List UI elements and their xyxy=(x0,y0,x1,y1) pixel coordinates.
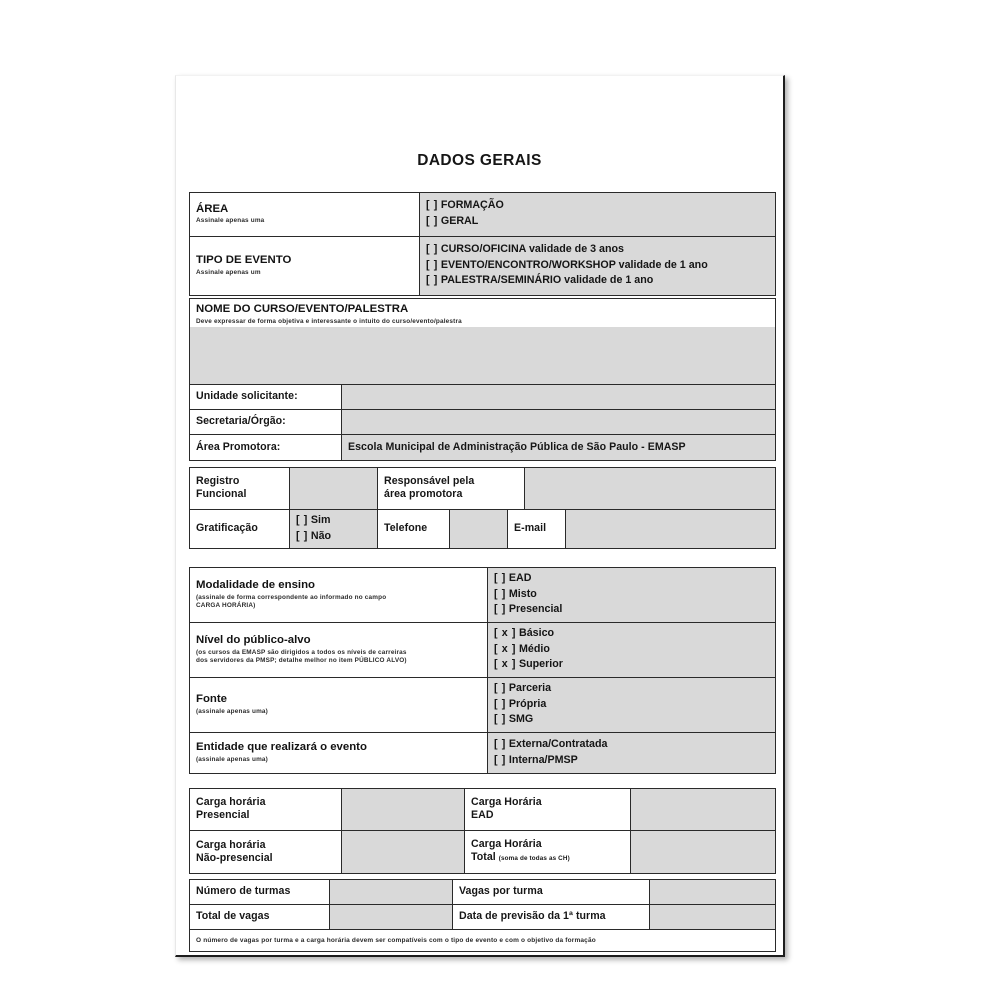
tipo-evento-options-cell xyxy=(420,237,775,295)
responsavel-label-line2: área promotora xyxy=(384,488,463,500)
checkbox-label: Sim xyxy=(310,513,331,526)
total-vagas-label-cell xyxy=(190,905,330,929)
turmas-note-row xyxy=(190,930,775,951)
area-label: ÁREA xyxy=(196,202,229,215)
turmas-note-cell xyxy=(190,930,775,951)
carga-horaria-table xyxy=(189,788,776,874)
checkbox-label: Presencial xyxy=(508,603,563,616)
checkbox-label: Própria xyxy=(508,697,547,710)
table-row-numero-turmas xyxy=(190,880,775,905)
carga-total-label-line1: Carga Horária xyxy=(471,838,542,850)
nome-curso-hint: Deve expressar de forma objetiva e interessante o intuito do curso/evento/palestra xyxy=(196,317,462,325)
tipo-evento-label-cell xyxy=(190,237,420,295)
checkbox-box-icon: [ ] xyxy=(494,682,506,695)
gratificacao-options-cell xyxy=(290,510,378,548)
checkbox-label: Interna/PMSP xyxy=(508,753,578,766)
checkbox-label: EAD xyxy=(508,572,532,585)
area-options-cell xyxy=(420,193,775,236)
checkbox-checked-icon: [ x ] xyxy=(494,658,517,671)
carga-nao-presencial-label-line2: Não-presencial xyxy=(196,851,273,864)
registro-funcional-label-line1: Registro xyxy=(196,475,240,487)
area-hint: Assinale apenas uma xyxy=(196,217,265,225)
nivel-hint-line1: (os cursos da EMASP são dirigidos a todos os níveis de carreiras xyxy=(196,648,407,656)
table-row-nivel-publico-alvo xyxy=(190,623,775,678)
checkbox-geral[interactable] xyxy=(426,214,769,230)
unidade-solicitante-label-cell xyxy=(190,385,342,409)
checkbox-label: Não xyxy=(310,529,332,542)
responsavel-label-cell xyxy=(378,468,525,509)
entidade-label: Entidade que realizará o evento xyxy=(196,741,367,754)
table-row-total-vagas xyxy=(190,905,775,930)
numero-turmas-label-cell xyxy=(190,880,330,904)
telefone-label-cell xyxy=(378,510,450,548)
unidade-solicitante-label: Unidade solicitante: xyxy=(196,390,298,402)
modalidade-options-cell xyxy=(488,568,775,622)
nivel-label-cell xyxy=(190,623,488,677)
nome-curso-heading: NOME DO CURSO/EVENTO/PALESTRA xyxy=(196,303,409,316)
carga-ead-label-line2: EAD xyxy=(471,809,494,821)
turmas-note: O número de vagas por turma e a carga horária devem ser compatíveis com o tipo de evento e com o objetivo da formação xyxy=(196,936,596,944)
responsavel-input[interactable] xyxy=(525,468,775,509)
numero-turmas-input[interactable] xyxy=(330,880,453,904)
checkbox-label: SMG xyxy=(508,713,534,726)
entidade-hint: (assinale apenas uma) xyxy=(196,755,268,763)
telefone-label: Telefone xyxy=(384,522,428,534)
checkbox-evento-encontro-workshop[interactable] xyxy=(426,258,769,274)
tipo-evento-hint: Assinale apenas um xyxy=(196,268,261,276)
vagas-por-turma-input[interactable] xyxy=(650,880,775,904)
carga-ead-input[interactable] xyxy=(631,789,775,830)
table-row-carga-nao-presencial-total xyxy=(190,831,775,873)
checkbox-formacao[interactable] xyxy=(426,198,769,214)
carga-presencial-input[interactable] xyxy=(342,789,465,830)
nome-curso-input[interactable] xyxy=(190,327,775,384)
carga-total-note: (soma de todas as CH) xyxy=(498,855,570,862)
nivel-options-cell xyxy=(488,623,775,677)
page-title: DADOS GERAIS xyxy=(417,152,542,169)
modalidade-label: Modalidade de ensino xyxy=(196,579,315,592)
fonte-hint: (assinale apenas uma) xyxy=(196,707,268,715)
checkbox-box-icon: [ ] xyxy=(426,258,438,271)
checkbox-checked-icon: [ x ] xyxy=(494,642,517,655)
checkbox-box-icon: [ ] xyxy=(494,697,506,710)
email-label-cell xyxy=(508,510,566,548)
area-promotora-label-cell xyxy=(190,435,342,460)
checkbox-superior[interactable] xyxy=(494,657,769,673)
modalidade-hint-line2: CARGA HORÁRIA) xyxy=(196,602,256,610)
table-row-fonte xyxy=(190,678,775,733)
table-row-area xyxy=(190,193,775,237)
data-previsao-label-cell xyxy=(453,905,650,929)
table-row-registro-responsavel xyxy=(190,468,775,510)
carga-ead-label-line1: Carga Horária xyxy=(471,796,542,808)
nome-curso-heading-cell xyxy=(190,299,775,327)
checkbox-box-icon: [ ] xyxy=(426,215,438,227)
checkbox-box-icon: [ ] xyxy=(494,603,506,616)
checkbox-palestra-seminario[interactable] xyxy=(426,273,769,289)
unidade-solicitante-input[interactable] xyxy=(342,385,775,409)
checkbox-box-icon: [ ] xyxy=(296,529,308,542)
checkbox-medio[interactable] xyxy=(494,642,769,658)
table-row-secretaria-orgao xyxy=(190,410,775,435)
secretaria-orgao-input[interactable] xyxy=(342,410,775,434)
checkbox-box-icon: [ ] xyxy=(296,513,308,526)
nome-curso-input-row xyxy=(190,327,775,385)
checkbox-box-icon: [ ] xyxy=(494,737,506,750)
vagas-por-turma-label: Vagas por turma xyxy=(459,885,543,897)
checkbox-parceria[interactable] xyxy=(494,681,769,697)
carga-presencial-label-line1: Carga horária xyxy=(196,796,266,808)
checkbox-label: Médio xyxy=(519,642,550,655)
carga-total-word: Total xyxy=(471,851,496,863)
carga-nao-presencial-label-line1: Carga horária xyxy=(196,838,266,851)
document-sheet xyxy=(176,76,783,955)
checkbox-propria[interactable] xyxy=(494,697,769,713)
checkbox-label: FORMAÇÃO xyxy=(440,199,504,212)
checkbox-label: PALESTRA/SEMINÁRIO validade de 1 ano xyxy=(440,274,654,287)
area-tipo-evento-table xyxy=(189,192,776,296)
numero-turmas-label: Número de turmas xyxy=(196,885,291,897)
nivel-label: Nível do público-alvo xyxy=(196,634,311,647)
total-vagas-input[interactable] xyxy=(330,905,453,929)
secretaria-orgao-label-cell xyxy=(190,410,342,434)
area-promotora-value: Escola Municipal de Administração Pública de São Paulo - EMASP xyxy=(348,440,686,453)
checkbox-gratificacao-nao[interactable] xyxy=(296,529,371,545)
checkbox-box-icon: [ ] xyxy=(494,753,506,766)
checkbox-label: Misto xyxy=(508,587,537,600)
area-promotora-label: Área Promotora: xyxy=(196,440,281,453)
nome-curso-table xyxy=(189,298,776,461)
fonte-label: Fonte xyxy=(196,693,228,706)
modalidade-hint-line1: (assinale de forma correspondente ao informado no campo xyxy=(196,593,387,601)
checkbox-checked-icon: [ x ] xyxy=(494,627,517,640)
checkbox-box-icon: [ ] xyxy=(494,713,506,726)
document-page xyxy=(175,75,785,957)
fonte-options-cell xyxy=(488,678,775,732)
turmas-vagas-table xyxy=(189,879,776,952)
checkbox-curso-oficina[interactable] xyxy=(426,242,769,258)
tipo-evento-label: TIPO DE EVENTO xyxy=(196,254,292,267)
secretaria-orgao-label: Secretaria/Órgão: xyxy=(196,415,286,427)
carga-total-input[interactable] xyxy=(631,831,775,873)
registro-funcional-input[interactable] xyxy=(290,468,378,509)
table-row-entidade xyxy=(190,733,775,773)
carga-total-label-line2 xyxy=(471,851,624,865)
checkbox-box-icon: [ ] xyxy=(426,274,438,287)
telefone-input[interactable] xyxy=(450,510,508,548)
carga-presencial-label-cell xyxy=(190,789,342,830)
checkbox-label: GERAL xyxy=(440,215,479,227)
checkbox-interna-pmsp[interactable] xyxy=(494,753,769,769)
vagas-por-turma-label-cell xyxy=(453,880,650,904)
checkbox-box-icon: [ ] xyxy=(426,199,438,212)
checkbox-gratificacao-sim[interactable] xyxy=(296,513,371,529)
table-row-area-promotora xyxy=(190,435,775,460)
data-previsao-input[interactable] xyxy=(650,905,775,929)
checkbox-label: Básico xyxy=(519,627,555,640)
carga-nao-presencial-label-cell xyxy=(190,831,342,873)
checkbox-label: Parceria xyxy=(508,682,552,695)
table-row-gratificacao-contato xyxy=(190,510,775,548)
checkbox-box-icon: [ ] xyxy=(426,243,438,256)
email-input[interactable] xyxy=(566,510,775,548)
responsavel-label-line1: Responsável pela xyxy=(384,475,475,487)
table-row-unidade-solicitante xyxy=(190,385,775,410)
checkbox-label: Superior xyxy=(519,658,563,671)
checkbox-smg[interactable] xyxy=(494,712,769,728)
registro-funcional-label-line2: Funcional xyxy=(196,488,247,500)
checkbox-box-icon: [ ] xyxy=(494,587,506,600)
checkbox-presencial[interactable] xyxy=(494,602,769,618)
checkbox-label: Externa/Contratada xyxy=(508,737,608,750)
modalidade-label-cell xyxy=(190,568,488,622)
carga-total-label-cell xyxy=(465,831,631,873)
data-previsao-label: Data de previsão da 1ª turma xyxy=(459,910,606,922)
carga-nao-presencial-input[interactable] xyxy=(342,831,465,873)
checkbox-ead[interactable] xyxy=(494,571,769,587)
checkbox-label: EVENTO/ENCONTRO/WORKSHOP validade de 1 ano xyxy=(440,258,708,271)
entidade-options-cell xyxy=(488,733,775,773)
gratificacao-label-cell xyxy=(190,510,290,548)
modalidade-nivel-fonte-table xyxy=(189,567,776,774)
carga-presencial-label-line2: Presencial xyxy=(196,809,250,821)
table-row-tipo-evento xyxy=(190,237,775,295)
nivel-hint-line2: dos servidores da PMSP; detalhe melhor no item PÚBLICO ALVO) xyxy=(196,657,407,665)
fonte-label-cell xyxy=(190,678,488,732)
email-label: E-mail xyxy=(514,522,547,534)
checkbox-externa-contratada[interactable] xyxy=(494,737,769,753)
total-vagas-label: Total de vagas xyxy=(196,910,270,922)
nome-curso-heading-row xyxy=(190,299,775,327)
checkbox-label: CURSO/OFICINA validade de 3 anos xyxy=(440,243,624,256)
entidade-label-cell xyxy=(190,733,488,773)
table-row-modalidade xyxy=(190,568,775,623)
checkbox-basico[interactable] xyxy=(494,626,769,642)
gratificacao-label: Gratificação xyxy=(196,522,258,534)
carga-ead-label-cell xyxy=(465,789,631,830)
registro-funcional-label-cell xyxy=(190,468,290,509)
area-label-cell xyxy=(190,193,420,236)
checkbox-misto[interactable] xyxy=(494,587,769,603)
table-row-carga-presencial-ead xyxy=(190,789,775,831)
registro-funcional-table xyxy=(189,467,776,549)
checkbox-box-icon: [ ] xyxy=(494,572,506,585)
area-promotora-input[interactable] xyxy=(342,435,775,460)
